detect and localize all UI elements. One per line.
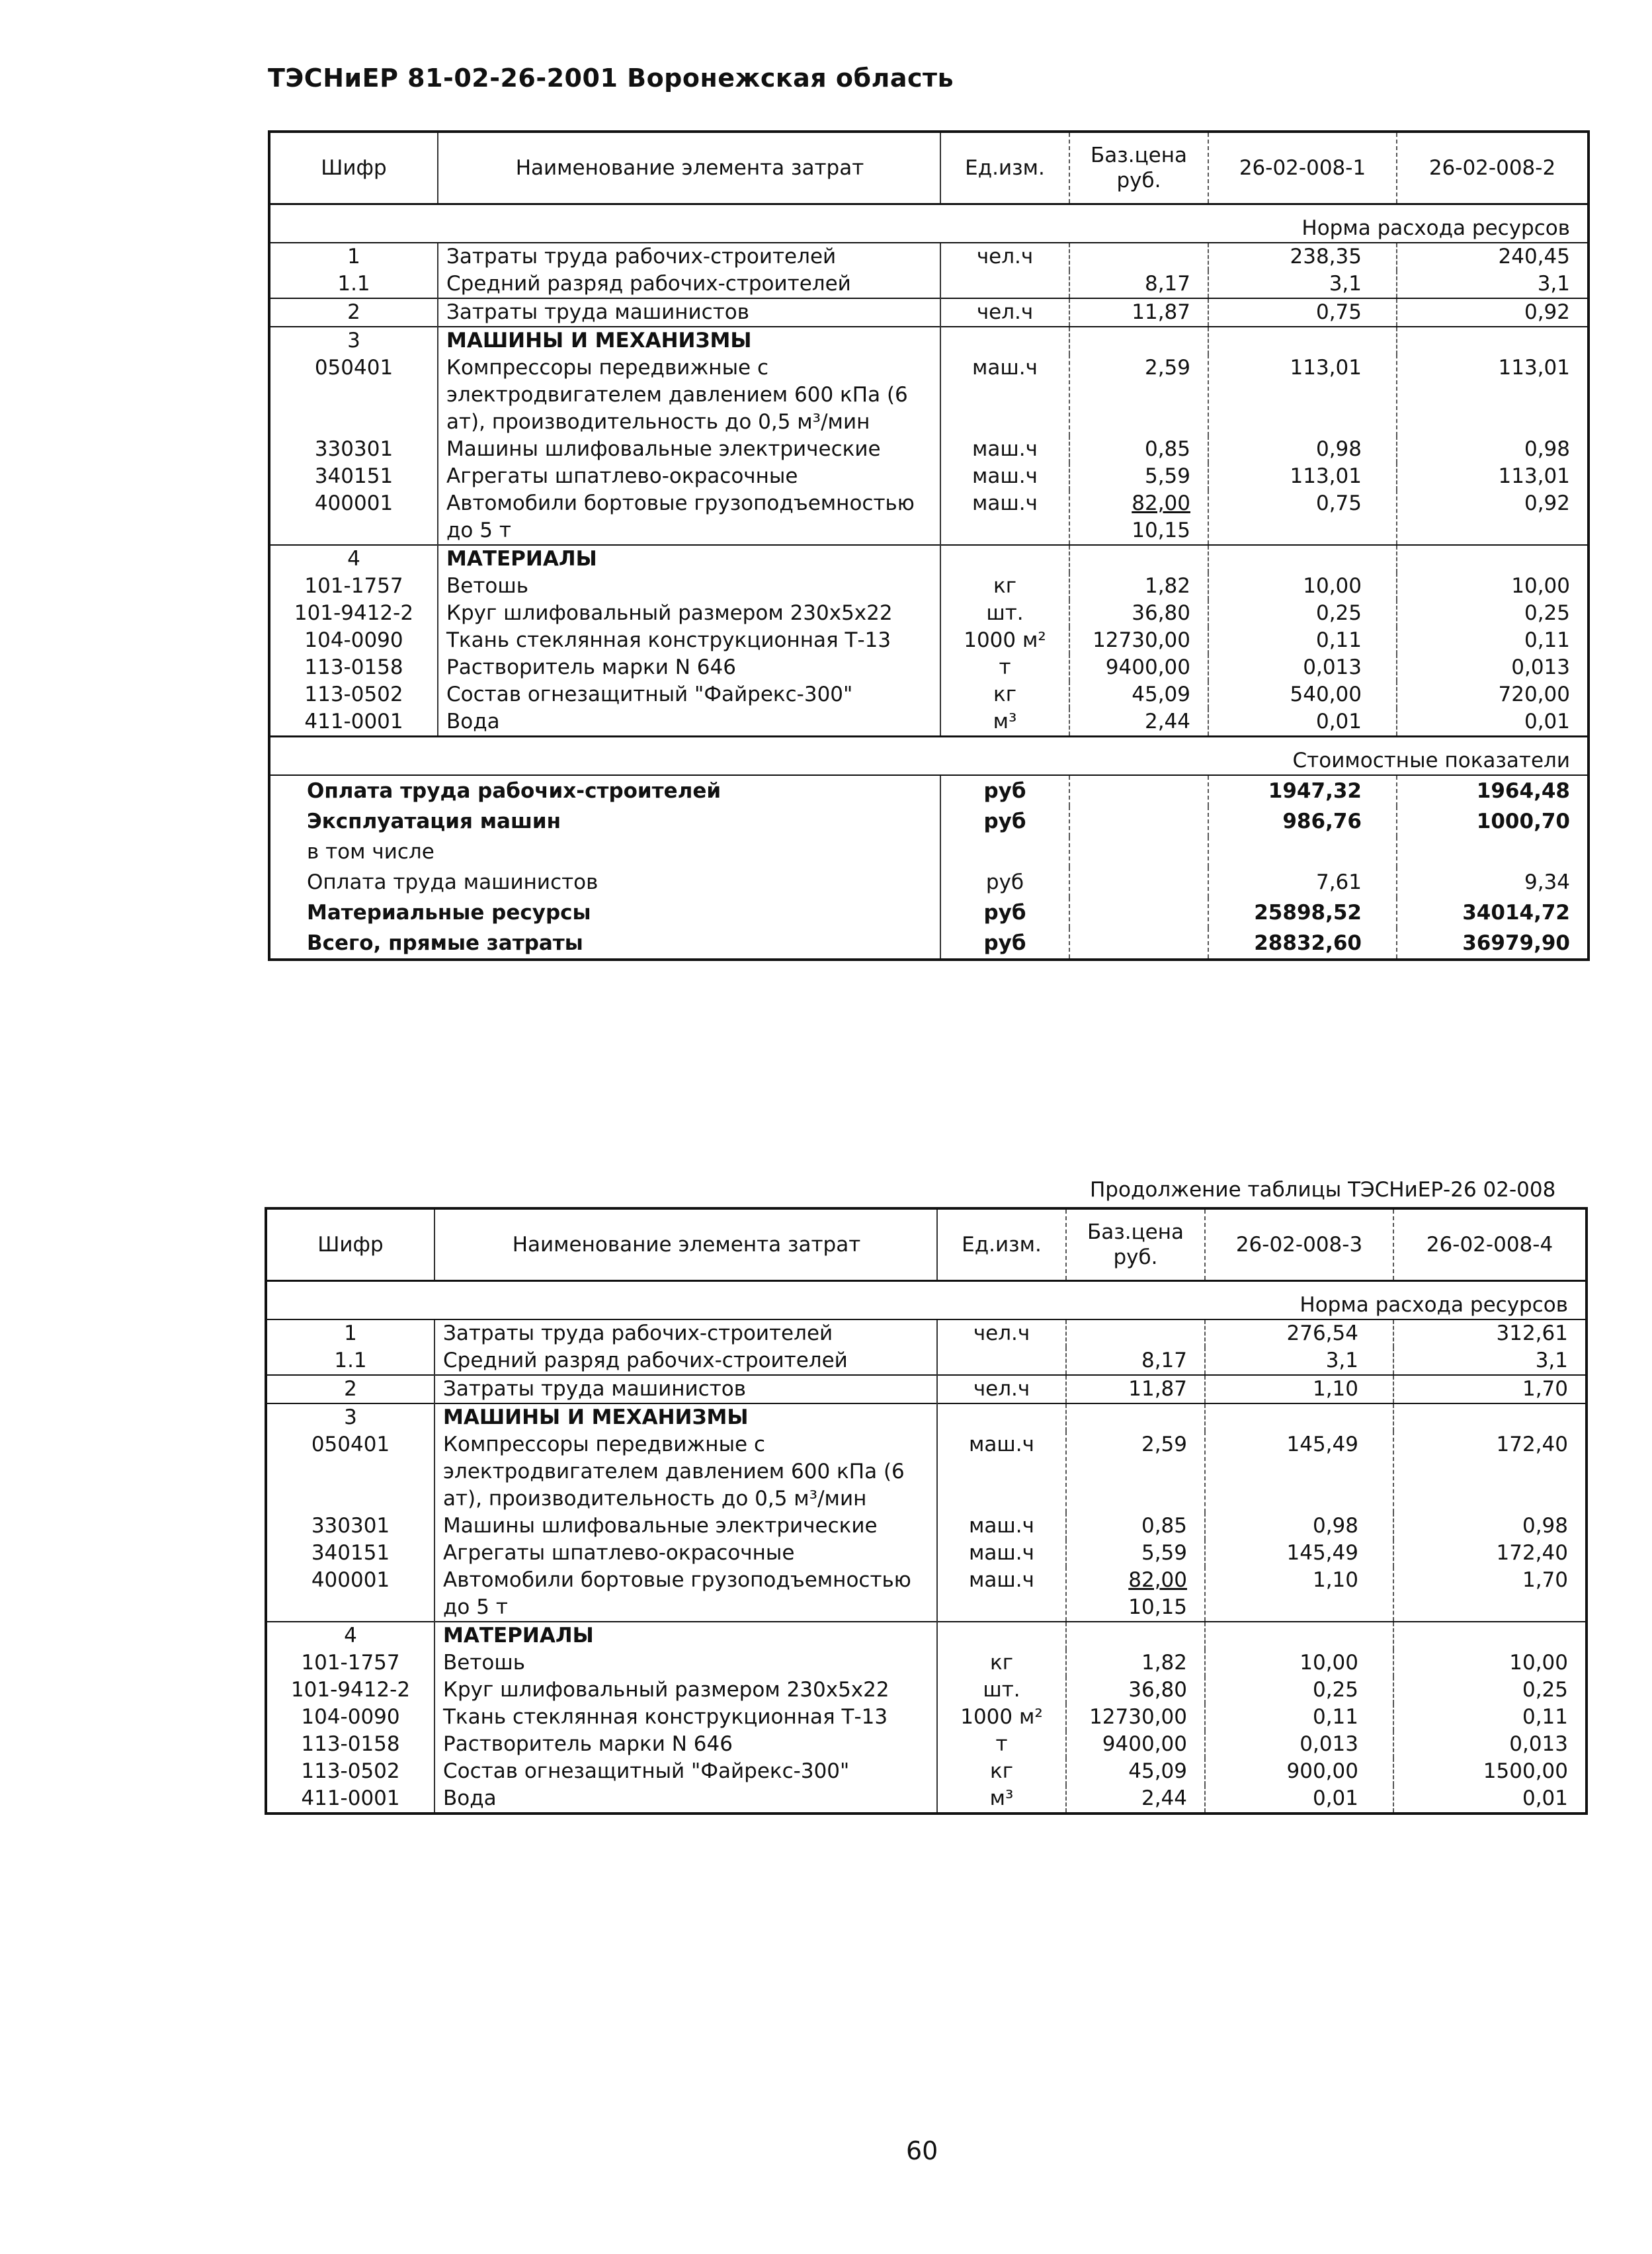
cell-shifr: 101-9412-2 [294,601,414,625]
cell-value-b: 0,01 [1393,1785,1587,1814]
cell-value-b [1393,1403,1587,1431]
col-header-price: Баз.цена руб. [1069,132,1208,204]
cell-unit [937,1347,1066,1375]
table-row [269,436,1589,463]
cell-shifr: 101-1757 [304,574,403,598]
price-value: 82,00 [1128,1568,1187,1592]
summary-unit: руб [940,867,1069,897]
cell-unit: чел.ч [937,1319,1066,1347]
summary-value-a: 25898,52 [1208,897,1397,928]
cell-value-a: 3,1 [1205,1347,1393,1375]
cell-value-b: 0,11 [1393,1704,1587,1731]
summary-row [269,928,1589,960]
summary-empty [1069,897,1208,928]
cell-name: Машины шлифовальные электрические [438,436,940,463]
cell-price: 11,87 [1066,1375,1205,1403]
cell-shifr: 104-0090 [301,1705,400,1729]
cell-value-a: 0,01 [1205,1785,1393,1814]
cell-unit: т [937,1731,1066,1758]
cell-unit: маш.ч [937,1540,1066,1567]
cell-name: МАТЕРИАЛЫ [434,1622,937,1649]
cell-name: Затраты труда машинистов [438,298,940,327]
summary-label: Оплата труда рабочих-строителей [307,779,722,803]
table-row [269,327,1589,355]
col-header-shifr: Шифр [321,156,387,180]
table-row [269,627,1589,654]
table-row [266,1347,1587,1375]
cell-unit: маш.ч [940,490,1069,545]
cell-name: Затраты труда рабочих-строителей [434,1319,937,1347]
cell-price [1066,1567,1205,1622]
col-header-unit: Ед.изм. [940,132,1069,204]
table-row [269,298,1589,327]
cell-shifr: 113-0502 [304,683,403,706]
cell-unit: чел.ч [940,243,1069,271]
summary-unit: руб [940,806,1069,837]
cell-price: 9400,00 [1069,654,1208,681]
cell-unit: т [940,654,1069,681]
resource-table-1 [268,130,1590,961]
summary-unit [940,837,1069,867]
cell-value-b: 0,11 [1397,627,1589,654]
cell-name: МАШИНЫ И МЕХАНИЗМЫ [434,1403,937,1431]
cell-value-a: 113,01 [1208,355,1397,436]
table-row [266,1513,1587,1540]
cell-price: 8,17 [1066,1347,1205,1375]
cell-value-a [1208,327,1397,355]
summary-empty [1069,806,1208,837]
cell-unit: м³ [940,708,1069,737]
summary-value-b: 1000,70 [1397,806,1589,837]
cell-unit: шт. [937,1677,1066,1704]
cell-value-a: 540,00 [1208,681,1397,708]
cell-value-b: 172,40 [1393,1431,1587,1513]
cell-shifr: 101-1757 [301,1651,400,1675]
table-row [269,545,1589,573]
table-header-row [269,132,1589,204]
cell-price: 2,44 [1069,708,1208,737]
cell-name: Компрессоры передвижные с электродвигателем давлением 600 кПа (6 ат), производительность до 0,5 м³/мин [434,1431,937,1513]
summary-row [269,806,1589,837]
norma-label: Норма расхода ресурсов [266,1281,1587,1320]
cell-price: 11,87 [1069,298,1208,327]
cell-value-a: 10,00 [1205,1649,1393,1677]
cell-name: Автомобили бортовые грузоподъемностью до 5 т [434,1567,937,1622]
cell-unit [937,1622,1066,1649]
cell-shifr: 1 [344,1321,357,1345]
summary-label: Эксплуатация машин [307,810,561,833]
table-row [266,1403,1587,1431]
cell-value-b: 0,25 [1393,1677,1587,1704]
cell-unit: маш.ч [937,1513,1066,1540]
cell-price: 12730,00 [1069,627,1208,654]
cell-price: 36,80 [1066,1677,1205,1704]
summary-value-b: 1964,48 [1397,775,1589,806]
cell-unit: кг [937,1649,1066,1677]
cell-value-b: 0,013 [1393,1731,1587,1758]
cell-price [1066,1403,1205,1431]
cell-shifr: 330301 [314,437,393,461]
table-row [266,1622,1587,1649]
summary-empty [1069,837,1208,867]
cell-price: 8,17 [1069,271,1208,298]
cell-name: Ткань стеклянная конструкционная Т-13 [438,627,940,654]
summary-label: Оплата труда машинистов [307,870,599,894]
cell-unit: кг [937,1758,1066,1785]
summary-value-b [1397,837,1589,867]
cell-value-b: 0,01 [1397,708,1589,737]
summary-unit: руб [940,775,1069,806]
table-row [266,1677,1587,1704]
summary-row [269,897,1589,928]
cell-value-b: 10,00 [1393,1649,1587,1677]
cell-price: 5,59 [1069,463,1208,490]
table-row [266,1704,1587,1731]
cell-value-b: 113,01 [1397,463,1589,490]
summary-empty [1069,928,1208,960]
cell-shifr: 400001 [314,491,393,515]
cell-name: Растворитель марки N 646 [434,1731,937,1758]
cell-price: 1,82 [1066,1649,1205,1677]
document-header: ТЭСНиЕР 81-02-26-2001 Воронежская область [268,63,954,93]
cell-name: Состав огнезащитный "Файрекс-300" [438,681,940,708]
cell-price: 12730,00 [1066,1704,1205,1731]
cell-value-b: 3,1 [1397,271,1589,298]
cell-value-b: 0,013 [1397,654,1589,681]
table-row [266,1785,1587,1814]
col-header-shifr: Шифр [317,1233,384,1257]
table1-body [269,243,1589,737]
summary-row [269,867,1589,897]
cell-value-b: 0,25 [1397,600,1589,627]
cell-value-a [1205,1403,1393,1431]
cell-unit: маш.ч [937,1431,1066,1513]
cell-shifr: 1 [347,245,360,269]
table-row [266,1431,1587,1513]
cell-price [1069,243,1208,271]
cell-unit: кг [940,681,1069,708]
cell-price [1069,327,1208,355]
cell-price: 45,09 [1066,1758,1205,1785]
col-header-code-a: 26-02-008-3 [1205,1208,1393,1281]
cell-unit: кг [940,573,1069,600]
cell-value-a: 238,35 [1208,243,1397,271]
col-header-code-b: 26-02-008-2 [1397,132,1589,204]
cell-shifr: 113-0502 [301,1759,400,1783]
summary-value-a: 7,61 [1208,867,1397,897]
cell-value-a: 0,98 [1208,436,1397,463]
summary-label: Материальные ресурсы [307,901,591,925]
cell-unit [940,545,1069,573]
norma-label: Норма расхода ресурсов [269,204,1589,243]
cell-unit: 1000 м² [937,1704,1066,1731]
cell-shifr: 2 [266,1375,434,1403]
cell-value-b [1393,1622,1587,1649]
cell-value-a: 113,01 [1208,463,1397,490]
cell-value-b: 172,40 [1393,1540,1587,1567]
cell-unit: чел.ч [940,298,1069,327]
cell-unit: маш.ч [940,355,1069,436]
summary-row [269,837,1589,867]
cell-shifr: 101-9412-2 [290,1678,411,1702]
cell-shifr: 113-0158 [301,1732,400,1756]
cell-shifr: 4 [269,545,438,573]
table-row [269,708,1589,737]
cell-unit: маш.ч [940,463,1069,490]
table-row [266,1319,1587,1347]
continuation-caption: Продолжение таблицы ТЭСНиЕР-26 02-008 [1090,1178,1556,1202]
table1-summary [269,775,1589,960]
costs-label: Стоимостные показатели [269,737,1589,776]
table-row [266,1731,1587,1758]
cell-value-b: 0,92 [1397,490,1589,545]
summary-value-a: 28832,60 [1208,928,1397,960]
cell-shifr: 340151 [314,464,393,488]
page-number: 60 [906,2136,938,2165]
cell-value-a: 10,00 [1208,573,1397,600]
table2-body [266,1319,1587,1814]
cell-value-b: 1,70 [1393,1567,1587,1622]
cell-unit: чел.ч [937,1375,1066,1403]
cell-shifr: 104-0090 [304,628,403,652]
table-row [269,243,1589,271]
cell-value-b: 0,98 [1397,436,1589,463]
cell-shifr: 1.1 [334,1349,367,1372]
cell-value-a: 145,49 [1205,1540,1393,1567]
table-row [269,654,1589,681]
cell-value-a: 0,01 [1208,708,1397,737]
cell-name: Машины шлифовальные электрические [434,1513,937,1540]
cell-value-a: 276,54 [1205,1319,1393,1347]
cell-price: 2,59 [1066,1431,1205,1513]
cell-name: Средний разряд рабочих-строителей [434,1347,937,1375]
resource-table-2 [265,1207,1588,1815]
cell-price: 45,09 [1069,681,1208,708]
summary-label: Всего, прямые затраты [307,931,583,955]
cell-value-a: 0,98 [1205,1513,1393,1540]
cell-name: Круг шлифовальный размером 230х5х22 [438,600,940,627]
cell-price: 2,59 [1069,355,1208,436]
cell-name: Агрегаты шпатлево-окрасочные [434,1540,937,1567]
summary-value-a: 986,76 [1208,806,1397,837]
cell-value-a: 900,00 [1205,1758,1393,1785]
table-row [266,1375,1587,1403]
col-header-name: Наименование элемента затрат [438,132,940,204]
cell-value-b [1397,545,1589,573]
cell-price [1069,490,1208,545]
cell-price [1069,545,1208,573]
cell-value-a: 0,75 [1208,298,1397,327]
table-row [269,463,1589,490]
summary-value-b: 36979,90 [1397,928,1589,960]
cell-value-b: 720,00 [1397,681,1589,708]
cell-shifr: 113-0158 [304,655,403,679]
cell-name: Состав огнезащитный "Файрекс-300" [434,1758,937,1785]
cell-value-a [1205,1622,1393,1649]
cell-shifr: 050401 [314,356,393,380]
table-row [269,600,1589,627]
cell-shifr: 2 [269,298,438,327]
cell-price: 0,85 [1069,436,1208,463]
summary-row [269,775,1589,806]
table-row [269,355,1589,436]
cell-name: Вода [434,1785,937,1814]
col-header-code-b: 26-02-008-4 [1393,1208,1587,1281]
cell-value-a: 0,11 [1208,627,1397,654]
cell-name: Затраты труда рабочих-строителей [438,243,940,271]
cell-name: Растворитель марки N 646 [438,654,940,681]
cell-value-b: 1,70 [1393,1375,1587,1403]
cell-price: 9400,00 [1066,1731,1205,1758]
cell-price: 5,59 [1066,1540,1205,1567]
cell-value-a: 1,10 [1205,1375,1393,1403]
summary-label: в том числе [307,840,434,864]
cell-name: Агрегаты шпатлево-окрасочные [438,463,940,490]
cell-price [1066,1622,1205,1649]
cell-name: Ветошь [434,1649,937,1677]
cell-value-a: 0,013 [1208,654,1397,681]
summary-empty [1069,867,1208,897]
price-value-2: 10,15 [1132,519,1190,542]
cell-shifr: 1.1 [337,272,370,296]
summary-value-b: 9,34 [1397,867,1589,897]
cell-name: Средний разряд рабочих-строителей [438,271,940,298]
cell-unit [940,271,1069,298]
cell-shifr: 411-0001 [301,1786,400,1810]
cell-value-a: 0,75 [1208,490,1397,545]
cell-name: Затраты труда машинистов [434,1375,937,1403]
table-row [269,490,1589,545]
summary-empty [1069,775,1208,806]
cell-shifr: 400001 [311,1568,390,1592]
cell-shifr: 411-0001 [304,710,403,733]
cell-value-b: 113,01 [1397,355,1589,436]
cell-value-a: 0,25 [1205,1677,1393,1704]
cell-name: Ветошь [438,573,940,600]
cell-value-b: 0,92 [1397,298,1589,327]
cell-value-a: 0,25 [1208,600,1397,627]
cell-unit: 1000 м² [940,627,1069,654]
cell-value-b: 0,98 [1393,1513,1587,1540]
cell-shifr: 3 [269,327,438,355]
price-value: 82,00 [1132,491,1190,515]
cell-price: 2,44 [1066,1785,1205,1814]
cell-value-a: 145,49 [1205,1431,1393,1513]
cell-name: МАТЕРИАЛЫ [438,545,940,573]
cell-unit: м³ [937,1785,1066,1814]
summary-value-b: 34014,72 [1397,897,1589,928]
table-header-row [266,1208,1587,1281]
table-row [269,271,1589,298]
table-row [266,1540,1587,1567]
cell-value-b [1397,327,1589,355]
cell-price [1066,1319,1205,1347]
col-header-price: Баз.цена руб. [1066,1208,1205,1281]
cell-unit [940,327,1069,355]
cell-unit: маш.ч [940,436,1069,463]
price-value-2: 10,15 [1128,1595,1187,1619]
summary-value-a [1208,837,1397,867]
cell-value-b: 10,00 [1397,573,1589,600]
col-header-code-a: 26-02-008-1 [1208,132,1397,204]
cell-price: 1,82 [1069,573,1208,600]
cell-name: Вода [438,708,940,737]
cell-name: Круг шлифовальный размером 230х5х22 [434,1677,937,1704]
table-row [266,1567,1587,1622]
cell-price: 36,80 [1069,600,1208,627]
cell-value-b: 312,61 [1393,1319,1587,1347]
cell-shifr: 3 [266,1403,434,1431]
cell-value-b: 3,1 [1393,1347,1587,1375]
cell-value-b: 1500,00 [1393,1758,1587,1785]
cell-name: Компрессоры передвижные с электродвигателем давлением 600 кПа (6 ат), производительность до 0,5 м³/мин [438,355,940,436]
table-row [269,573,1589,600]
cell-shifr: 4 [266,1622,434,1649]
cell-value-a [1208,545,1397,573]
summary-value-a: 1947,32 [1208,775,1397,806]
table-row [266,1649,1587,1677]
cell-unit: маш.ч [937,1567,1066,1622]
col-header-unit: Ед.изм. [937,1208,1066,1281]
cell-value-b: 240,45 [1397,243,1589,271]
cell-value-a: 1,10 [1205,1567,1393,1622]
cell-value-a: 0,11 [1205,1704,1393,1731]
cell-price: 0,85 [1066,1513,1205,1540]
table-row [269,681,1589,708]
cell-shifr: 330301 [311,1514,390,1538]
cell-name: Автомобили бортовые грузоподъемностью до 5 т [438,490,940,545]
cell-value-a: 0,013 [1205,1731,1393,1758]
cell-value-a: 3,1 [1208,271,1397,298]
summary-unit: руб [940,897,1069,928]
cell-name: Ткань стеклянная конструкционная Т-13 [434,1704,937,1731]
cell-unit: шт. [940,600,1069,627]
cell-unit [937,1403,1066,1431]
summary-unit: руб [940,928,1069,960]
table-row [266,1758,1587,1785]
cell-shifr: 340151 [311,1541,390,1565]
cell-name: МАШИНЫ И МЕХАНИЗМЫ [438,327,940,355]
col-header-name: Наименование элемента затрат [434,1208,937,1281]
cell-shifr: 050401 [311,1433,390,1456]
